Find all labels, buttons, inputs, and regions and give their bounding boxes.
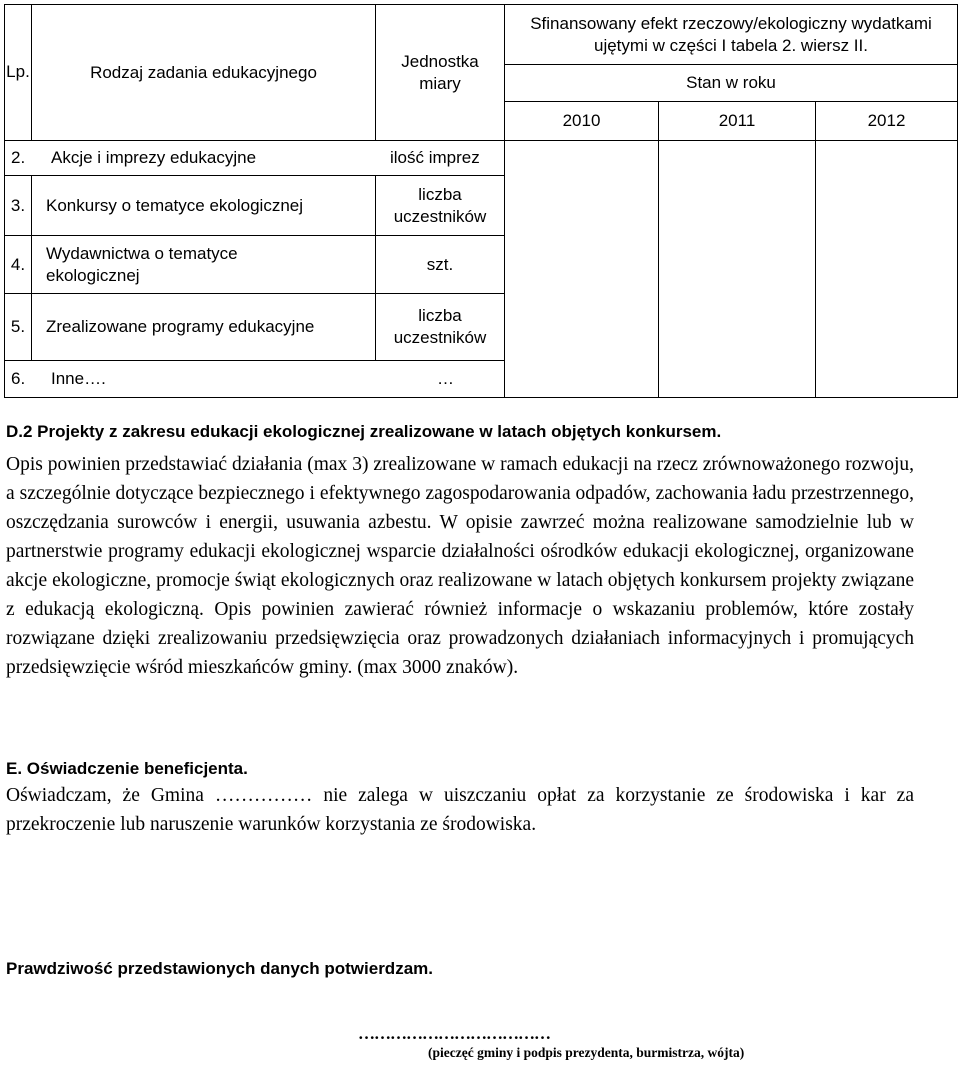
- row-lp: 5.: [10, 317, 26, 336]
- row-unit: …: [437, 369, 454, 388]
- row-unit: ilość imprez: [390, 148, 480, 167]
- row-name: Zrealizowane programy edukacyjne: [46, 317, 315, 336]
- row-name: Wydawnictwa o tematyce ekologicznej: [46, 243, 238, 285]
- table-row: [5, 361, 504, 397]
- row-name: Akcje i imprezy edukacyjne: [51, 148, 257, 167]
- header-year-2011: 2011: [718, 111, 756, 130]
- signature-caption: (pieczęć gminy i podpis prezydenta, burmistrza, wójta): [428, 1045, 745, 1060]
- row-unit: szt.: [426, 254, 454, 274]
- header-unit: Jednostka miary: [401, 51, 479, 93]
- header-effect: Sfinansowany efekt rzeczowy/ekologiczny wydatkami ujętymi w części I tabela 2. wiersz II.: [530, 13, 932, 55]
- row-lp: 4.: [10, 254, 26, 274]
- row-lp: 2.: [11, 148, 26, 167]
- beneficiary-statement: Oświadczam, że Gmina …………… nie zalega w uiszczaniu opłat za korzystanie ze środowiska i kar za przekroczenie lub naruszenie warunków korzystania ze środowiska.: [6, 785, 914, 835]
- row-unit: liczba uczestników: [393, 184, 487, 226]
- row-lp: 3.: [10, 195, 26, 215]
- row-lp: 6.: [11, 369, 26, 388]
- row-name: Konkursy o tematyce ekologicznej: [46, 195, 304, 215]
- header-year-2010: 2010: [562, 111, 601, 130]
- header-year-2012: 2012: [867, 111, 906, 130]
- section-d2-heading: D.2 Projekty z zakresu edukacji ekologicznej zrealizowane w latach objętych konkursem.: [6, 422, 722, 441]
- row-unit: liczba uczestników: [393, 306, 487, 347]
- header-status: Stan w roku: [686, 73, 776, 92]
- section-d2-description: Opis powinien przedstawiać działania (max 3) zrealizowane w ramach edukacji na rzecz zrównoważonego rozwoju, a szczególnie dotyczące bezpiecznego i efektywnego zagospodarowania odpadów, zachowania ładu przestrzennego, oszczędzania surowców i energii, usuwania azbestu. W opisie zawrzeć można realizowane samodzielnie lub w partnerstwie programy edukacji ekologicznej wsparcie działalności ośrodków edukacji ekologicznej, organizowane akcje ekologiczne, promocje świąt ekologicznych oraz realizowane w latach objętych konkursem projekty związane z edukacją ekologiczną. Opis powinien zawierać również informacje o wskazaniu problemów, które zostały rozwiązane dzięki zrealizowaniu przedsięwzięcia oraz prowadzonych działaniach informacyjnych i promujących przedsięwzięcie wśród mieszkańców gminy. (max 3000 znaków).: [6, 454, 914, 678]
- header-lp: Lp.: [6, 62, 30, 81]
- row-name: Inne….: [51, 369, 106, 388]
- signature-line: ………………………………: [358, 1024, 550, 1043]
- header-task-type: Rodzaj zadania edukacyjnego: [90, 62, 317, 82]
- table-row: [5, 141, 504, 175]
- confirmation-text: Prawdziwość przedstawionych danych potwierdzam.: [6, 959, 433, 978]
- section-e-heading: E. Oświadczenie beneficjenta.: [6, 759, 248, 778]
